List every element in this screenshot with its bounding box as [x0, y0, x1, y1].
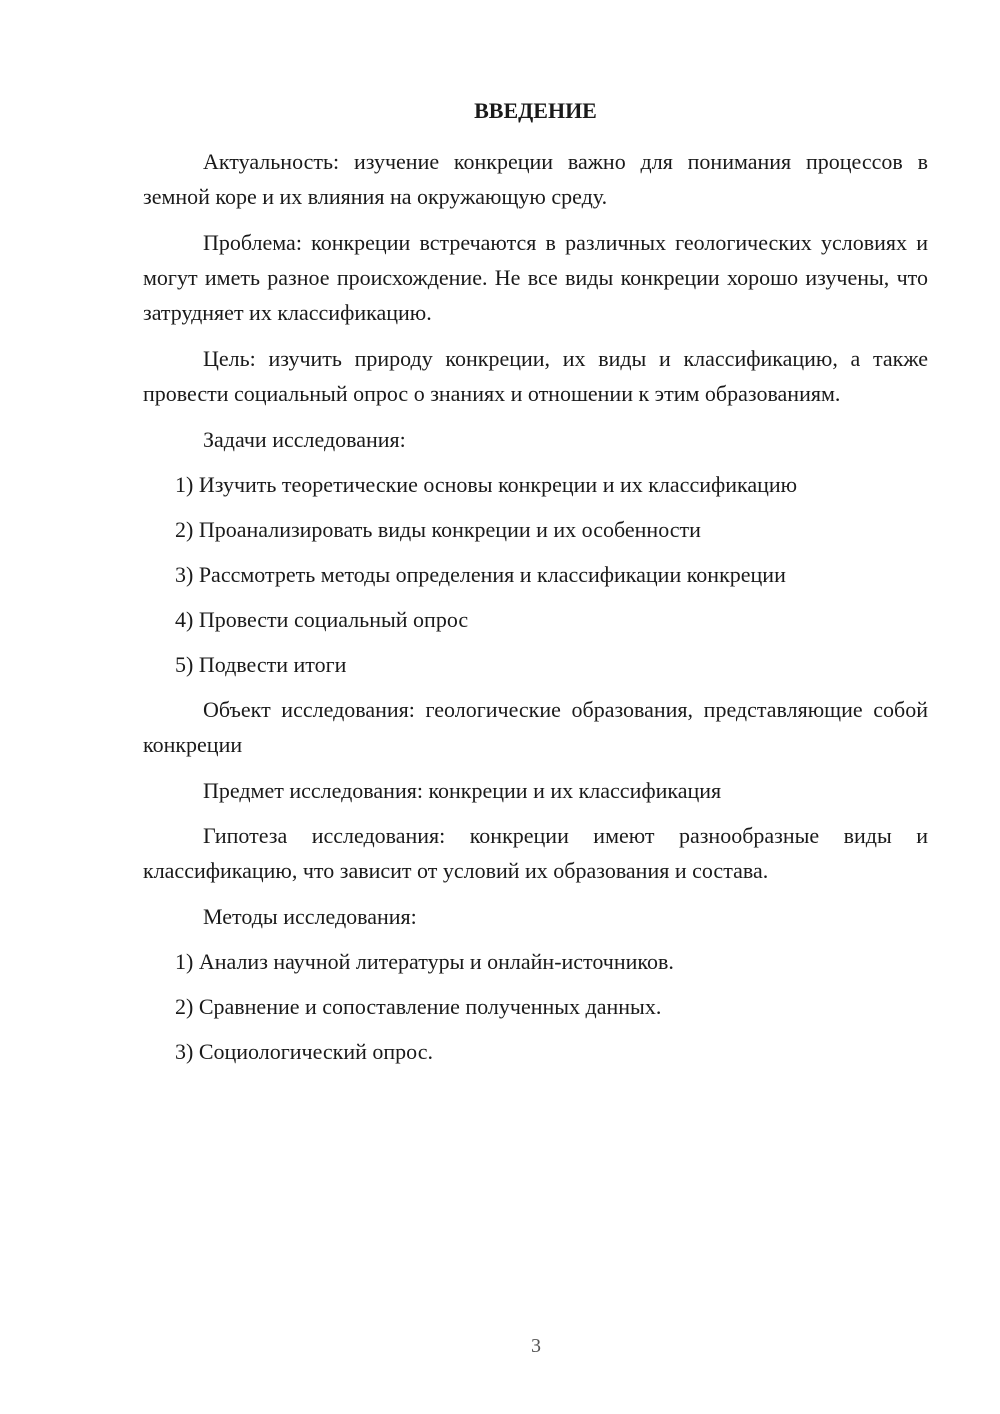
list-item: 4) Провести социальный опрос: [175, 607, 469, 632]
list-item: 5) Подвести итоги: [175, 652, 347, 677]
paragraph-relevance: Актуальность: изучение конкреции важно для понимания процессов в земной коре и их влияния на окружающую среду.: [143, 149, 928, 209]
paragraph-goal: Цель: изучить природу конкреции, их виды и классификацию, а также провести социальный опрос о знаниях и отношении к этим образованиям.: [143, 346, 928, 406]
list-item: 1) Изучить теоретические основы конкреции и их классификацию: [175, 472, 798, 497]
paragraph-hypothesis: Гипотеза исследования: конкреции имеют разнообразные виды и классификацию, что зависит от условий их образования и состава.: [143, 823, 928, 883]
paragraph-problem: Проблема: конкреции встречаются в различных геологических условиях и могут иметь разное происхождение. Не все виды конкреции хорошо изучены, что затрудняет их классификацию.: [143, 230, 928, 325]
paragraph-subject: Предмет исследования: конкреции и их классификация: [203, 778, 722, 803]
paragraph-object: Объект исследования: геологические образования, представляющие собой конкреции: [143, 697, 928, 757]
page-content: [143, 96, 928, 1079]
tasks-list: [143, 467, 928, 682]
list-item: 2) Проанализировать виды конкреции и их особенности: [175, 517, 701, 542]
list-item: 2) Сравнение и сопоставление полученных данных.: [175, 994, 662, 1019]
list-item: 1) Анализ научной литературы и онлайн-источников.: [175, 949, 674, 974]
list-item: 3) Рассмотреть методы определения и классификации конкреции: [175, 562, 786, 587]
methods-list: [143, 944, 928, 1069]
tasks-heading: Задачи исследования:: [203, 427, 406, 452]
methods-heading: Методы исследования:: [203, 904, 417, 929]
page-title: ВВЕДЕНИЕ: [474, 98, 597, 123]
list-item: 3) Социологический опрос.: [175, 1039, 433, 1064]
page-number: 3: [531, 1335, 541, 1357]
